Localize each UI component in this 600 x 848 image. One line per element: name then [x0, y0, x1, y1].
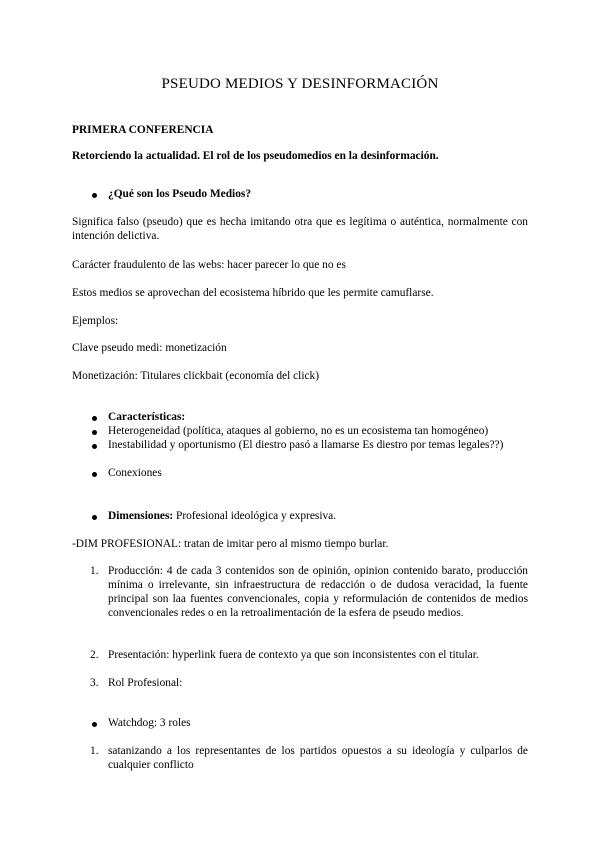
watchdog-bullet: Watchdog: 3 roles — [108, 717, 191, 729]
dimensiones-label: Dimensiones: — [108, 510, 174, 522]
bullet-icon — [92, 430, 97, 435]
dimensiones-line — [108, 509, 336, 523]
dim-profesional: -DIM PROFESIONAL: tratan de imitar pero al mismo tiempo burlar. — [72, 538, 389, 550]
bullet-icon — [92, 193, 97, 198]
list-item: Conexiones — [108, 467, 162, 479]
paragraph-ecosistema: Estos medios se aprovechan del ecosistema híbrido que les permite camuflarse. — [72, 287, 434, 299]
bullet-icon — [92, 444, 97, 449]
list-number: 3. — [90, 677, 99, 689]
list-number: 1. — [90, 565, 99, 577]
numbered-item: Presentación: hyperlink fuera de contexto ya que son inconsistentes con el titular. — [108, 649, 479, 661]
caracteristicas-heading: Características: — [108, 411, 186, 423]
bullet-icon — [92, 515, 97, 520]
document-subtitle: Retorciendo la actualidad. El rol de los pseudomedios en la desinformación. — [72, 150, 439, 162]
paragraph-caracter: Carácter fraudulento de las webs: hacer parecer lo que no es — [72, 259, 346, 271]
list-number: 2. — [90, 649, 99, 661]
section-heading: PRIMERA CONFERENCIA — [72, 124, 214, 136]
document-title: PSEUDO MEDIOS Y DESINFORMACIÓN — [161, 76, 439, 92]
question-bullet: ¿Qué son los Pseudo Medios? — [108, 188, 252, 200]
bullet-icon — [92, 416, 97, 421]
numbered-item: Producción: 4 de cada 3 contenidos son de opinión, opinion contenido barato, producción mínima o irrelevante, sin infraestructura de redacción o de dudosa veracidad, la fuente principal son laa fuentes convencionales, copia y reformulación de contenidos de medios convencionales redes o en la retroalimentación de la esfera de pseudo medios. — [108, 565, 528, 619]
numbered-item: Rol Profesional: — [108, 677, 183, 689]
paragraph-clave: Clave pseudo medi: monetización — [72, 342, 227, 354]
paragraph-definition: Significa falso (pseudo) que es hecha imitando otra que es legítima o auténtica, normalmente con intención delictiva. — [72, 216, 528, 242]
list-item: Heterogeneidad (política, ataques al gobierno, no es un ecosistema tan homogéneo) — [108, 425, 489, 437]
list-item: Inestabilidad y oportunismo (El diestro pasó a llamarse Es diestro por temas legales??) — [108, 439, 504, 451]
paragraph-ejemplos: Ejemplos: — [72, 315, 119, 327]
dimensiones-text: Profesional ideológica y expresiva. — [173, 510, 337, 522]
bullet-icon — [92, 472, 97, 477]
bullet-icon — [92, 722, 97, 727]
list-number: 1. — [90, 745, 99, 757]
paragraph-monetizacion: Monetización: Titulares clickbait (economía del click) — [72, 370, 320, 382]
numbered-item: satanizando a los representantes de los partidos opuestos a su ideología y culparlos de cualquier conflicto — [108, 745, 528, 771]
